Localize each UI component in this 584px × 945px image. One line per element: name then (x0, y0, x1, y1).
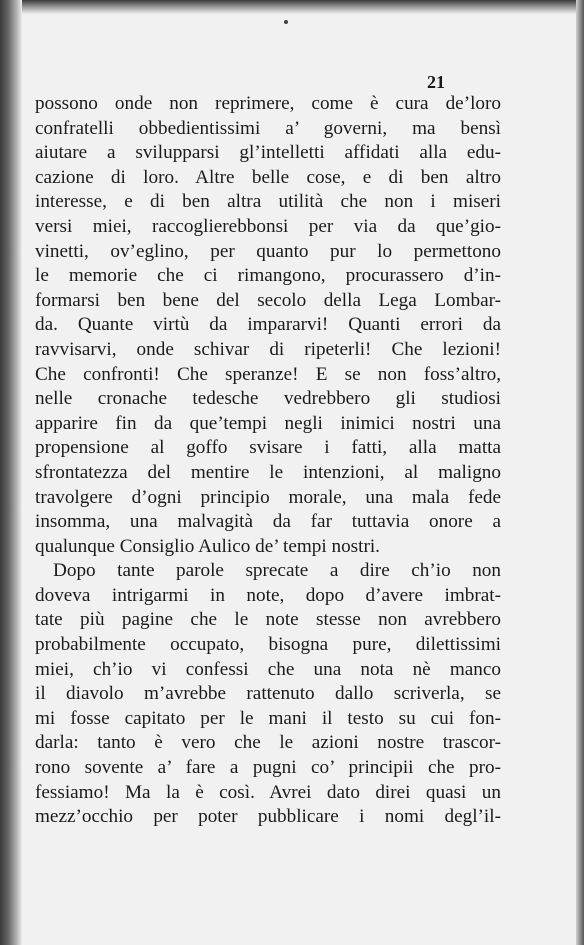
text-line: rono sovente a’ fare a pugni co’ principii che pro- (35, 757, 501, 779)
text-line: da. Quante virtù da impararvi! Quanti errori da (35, 314, 501, 336)
ink-speck (284, 20, 288, 24)
text-line: tate più pagine che le note stesse non avrebbero (35, 609, 501, 631)
text-line: mezz’occhio per poter pubblicare i nomi degl’il- (35, 806, 501, 828)
text-line: probabilmente occupato, bisogna pure, dilettissimi (35, 634, 501, 656)
book-page (30, 14, 574, 945)
text-line: miei, ch’io vi confessi che una nota nè manco (35, 658, 501, 680)
page-binding-shadow (0, 0, 22, 945)
text-line: il diavolo m’avrebbe rattenuto dallo scriverla, se (35, 683, 501, 705)
text-line: Dopo tante parole sprecate a dire ch’io non (53, 560, 501, 582)
text-line: insomma, una malvagità da far tuttavia onore a (35, 511, 501, 533)
text-line: aiutare a svilupparsi gl’intelletti affidati alla edu- (35, 142, 501, 164)
text-line: interesse, e di ben altra utilità che non i miseri (35, 191, 501, 213)
text-line: ravvisarvi, onde schivar di ripeterli! Che lezioni! (35, 338, 501, 360)
text-line: versi miei, raccoglierebbonsi per via da que’gio- (35, 215, 501, 237)
text-line: propensione al goffo svisare i fatti, alla matta (35, 437, 501, 459)
text-line: cazione di loro. Altre belle cose, e di ben altro (35, 166, 501, 188)
text-line: formarsi ben bene del secolo della Lega Lombar- (35, 289, 501, 311)
text-line: Che confronti! Che speranze! E se non foss’altro, (35, 363, 501, 385)
text-line: fessiamo! Ma la è così. Avrei dato direi quasi un (35, 781, 501, 803)
page-top-shadow (0, 0, 584, 14)
text-line: nelle cronache tedesche vedrebbero gli studiosi (35, 388, 501, 410)
body-text (35, 92, 501, 830)
text-line: le memorie che ci rimangono, procurassero d’in- (35, 265, 501, 287)
page-number: 21 (427, 72, 445, 92)
text-line: darla: tanto è vero che le azioni nostre trascor- (35, 732, 501, 754)
text-line: qualunque Consiglio Aulico de’ tempi nostri. (35, 535, 380, 557)
text-line: mi fosse capitato per le mani il testo su cui fon- (35, 707, 501, 729)
text-line: vinetti, ov’eglino, per quanto pur lo permettono (35, 240, 501, 262)
text-line: sfrontatezza del mentire le intenzioni, al maligno (35, 461, 501, 483)
text-line: doveva intrigarmi in note, dopo d’avere imbrat- (35, 584, 501, 606)
page-right-edge (576, 0, 584, 945)
text-line: possono onde non reprimere, come è cura de’loro (35, 93, 501, 114)
text-line: apparire fin da que’tempi negli inimici nostri una (35, 412, 501, 434)
text-line: confratelli obbedientissimi a’ governi, ma bensì (35, 117, 501, 139)
text-line: travolgere d’ogni principio morale, una mala fede (35, 486, 501, 508)
